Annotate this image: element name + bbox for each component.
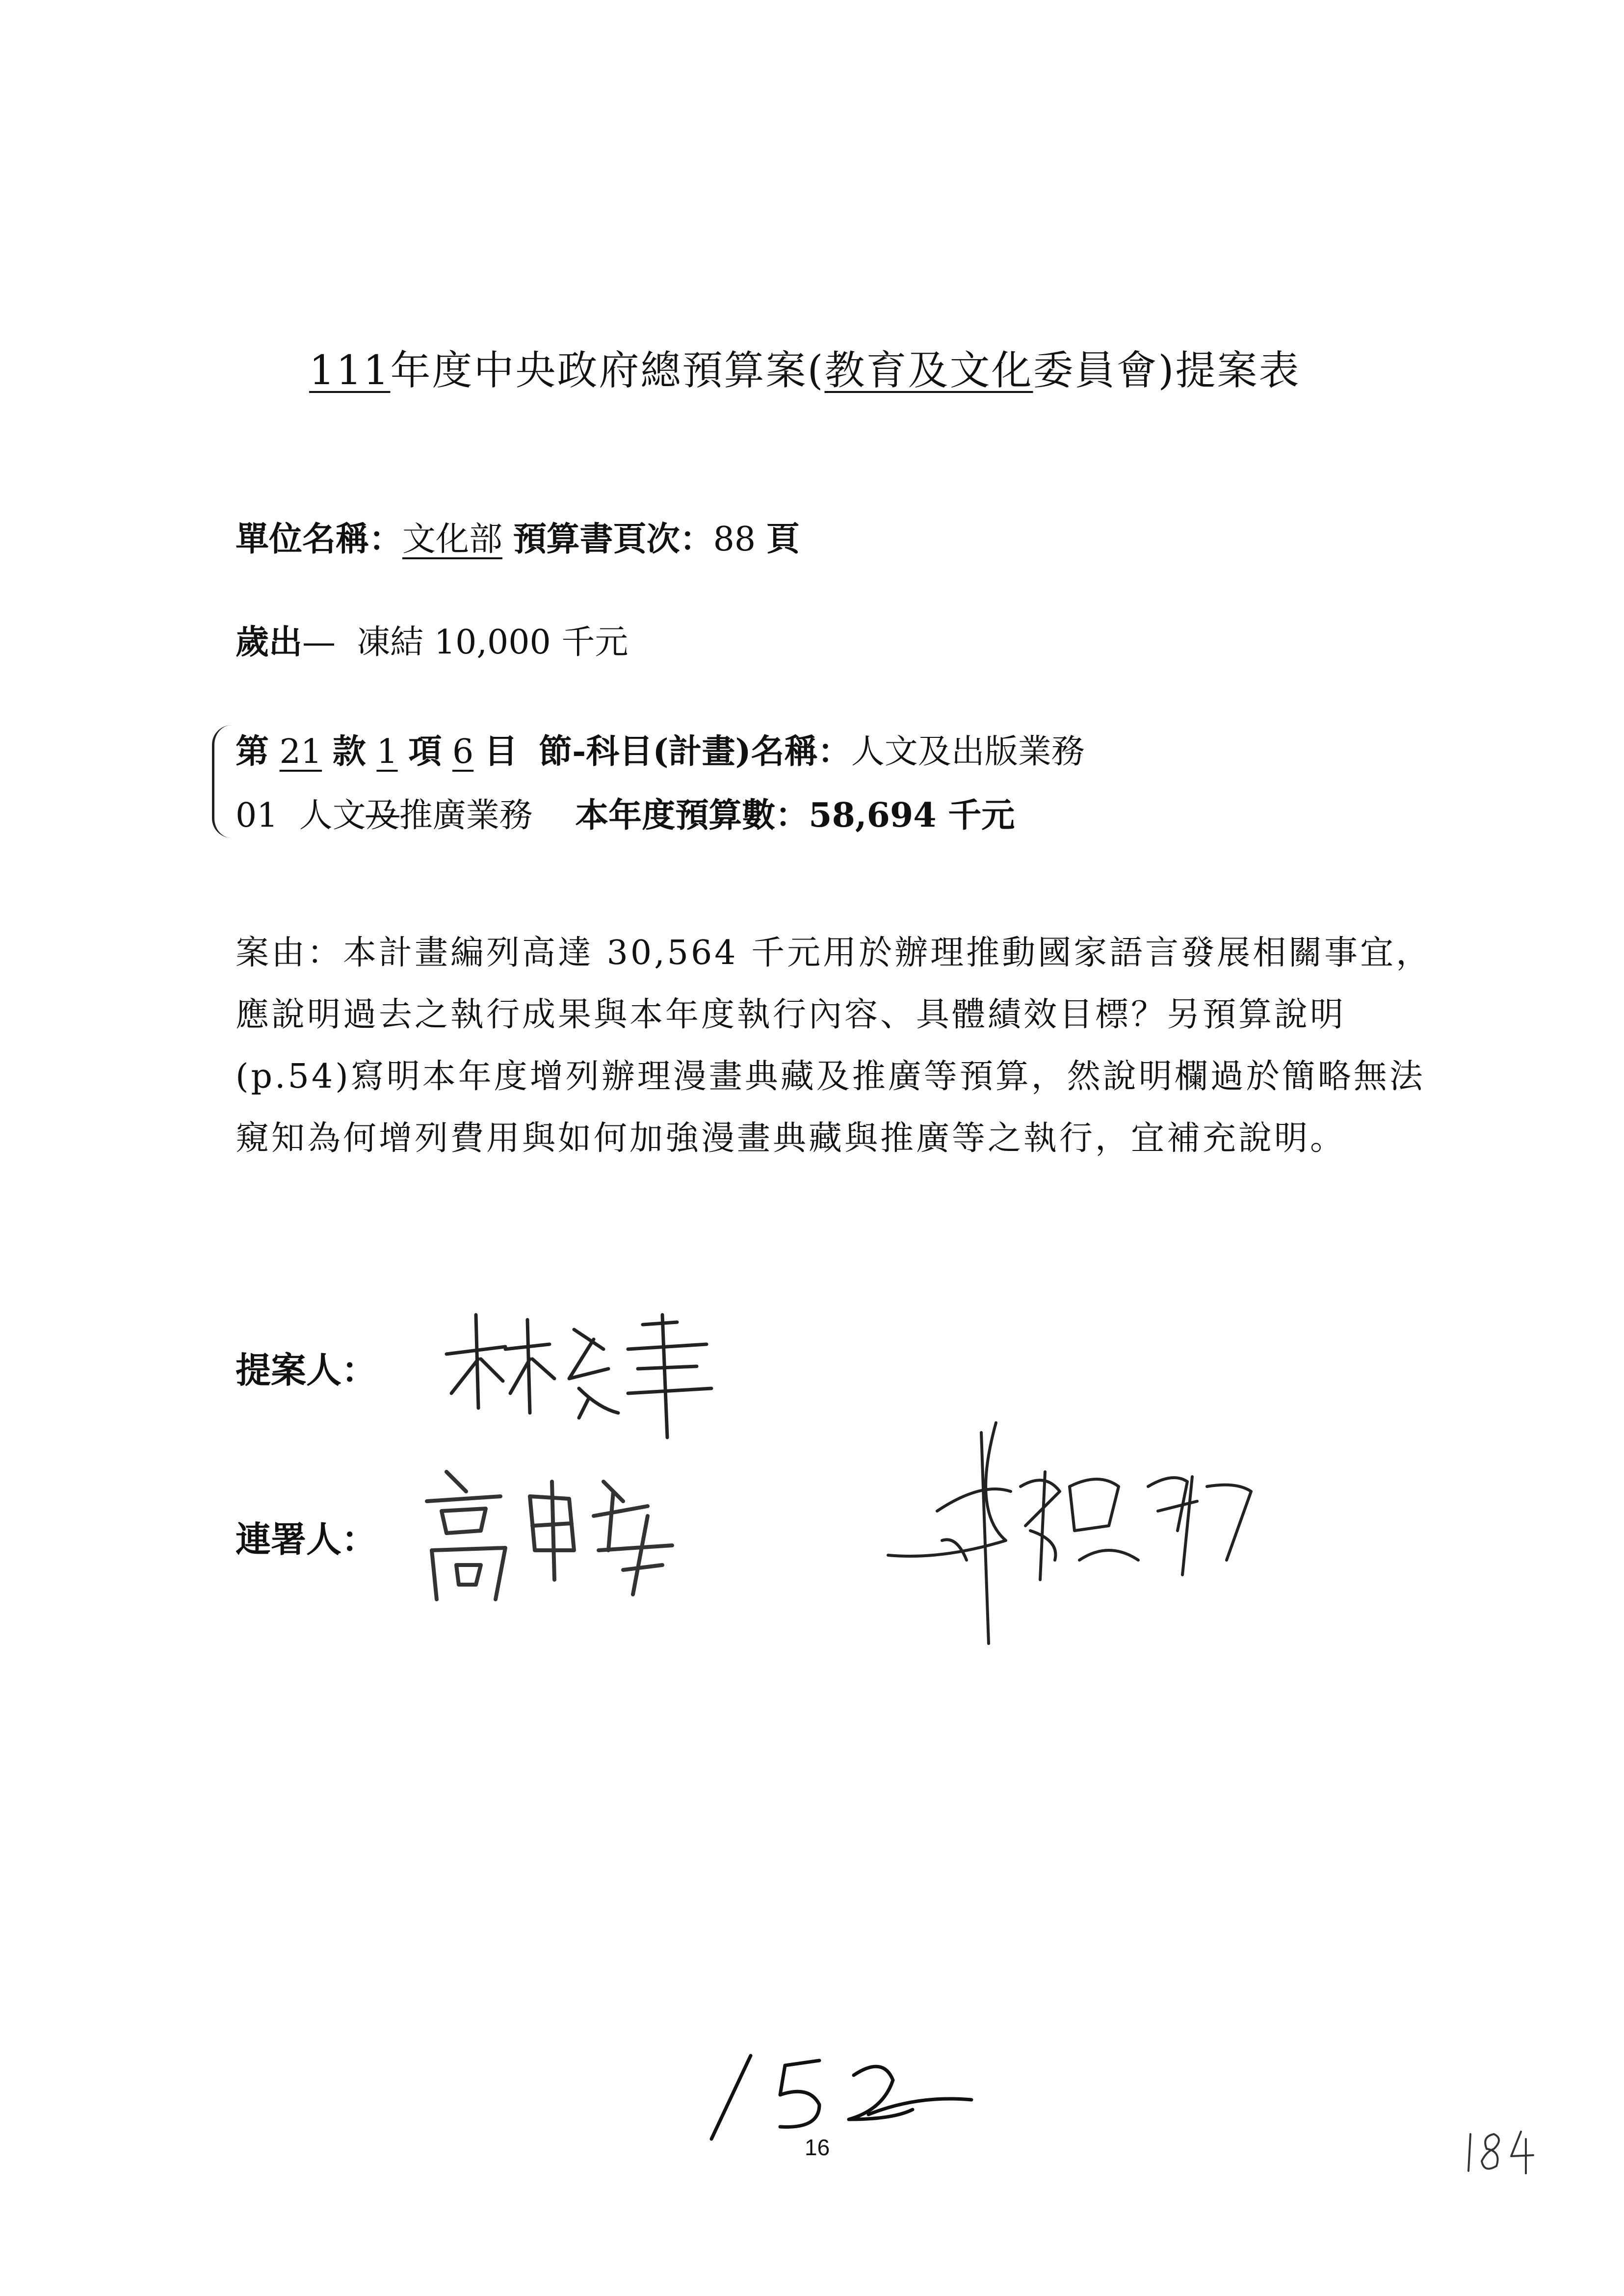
proposer-signature: [432, 1295, 736, 1442]
sub-item-name-a: 人文: [299, 796, 366, 835]
form-title: [309, 339, 1301, 396]
budget-page-label: 預算書頁次：: [513, 520, 713, 559]
expenditure-dash: —: [302, 623, 336, 662]
item-name-label: 節-科目(計畫)名稱：: [539, 732, 851, 771]
unit-label: 單位名稱：: [236, 520, 403, 559]
printed-page-number: 16: [805, 2135, 830, 2160]
item-kuan: 21: [279, 732, 322, 771]
item-bracket: [212, 725, 232, 838]
cosigner-signature-1: [417, 1452, 692, 1614]
proposer-label: 提案人：: [236, 1349, 377, 1391]
budget-page-suffix: 頁: [766, 520, 800, 559]
cosigner-signature-2: [883, 1413, 1256, 1648]
item-mu: 6: [452, 732, 474, 771]
budget-page-value: 88: [713, 520, 756, 559]
expenditure-line: [236, 616, 628, 663]
item-line-2: [236, 789, 1015, 836]
cosigner-label: 連署人：: [236, 1518, 377, 1560]
item-mu-label: 目: [484, 732, 518, 771]
title-text-1: 年度中央政府總預算案(: [390, 347, 825, 394]
item-name-value: 人文及出版業務: [851, 732, 1085, 771]
item-xiang-label: 項: [408, 732, 442, 771]
current-budget: 本年度預算數：58,694 千元: [575, 796, 1015, 835]
handwritten-corner-number: [1465, 2127, 1538, 2176]
unit-line: [236, 513, 800, 560]
sub-item-name-b: 推廣業務: [399, 796, 533, 835]
title-committee: 教育及文化: [824, 347, 1033, 394]
title-text-2: 委員會)提案表: [1033, 347, 1301, 394]
handwritten-page-number: [707, 2046, 981, 2144]
sub-item-code: 01: [236, 796, 278, 835]
title-year: 111: [309, 347, 391, 394]
item-xiang: 1: [376, 732, 398, 771]
item-prefix: 第: [236, 732, 269, 771]
item-line-1: [236, 725, 1085, 773]
expenditure-label: 歲出: [236, 623, 303, 662]
item-kuan-label: 款: [332, 732, 366, 771]
proposal-reason: 案由：本計畫編列高達 30,564 千元用於辦理推動國家語言發展相關事宜，應說明過去之執行成果與本年度執行內容、具體績效目標？另預算說明(p.54)寫明本年度增列辦理漫畫典藏及推廣等預算，然說明欄過於簡略無法窺知為何增列費用與如何加強漫畫典藏與推廣等之執行，宜補充說明。: [236, 934, 1432, 1158]
unit-name: 文化部: [402, 520, 503, 559]
sub-item-struck: 及: [366, 796, 399, 835]
expenditure-text: 凍結 10,000 千元: [357, 623, 629, 662]
